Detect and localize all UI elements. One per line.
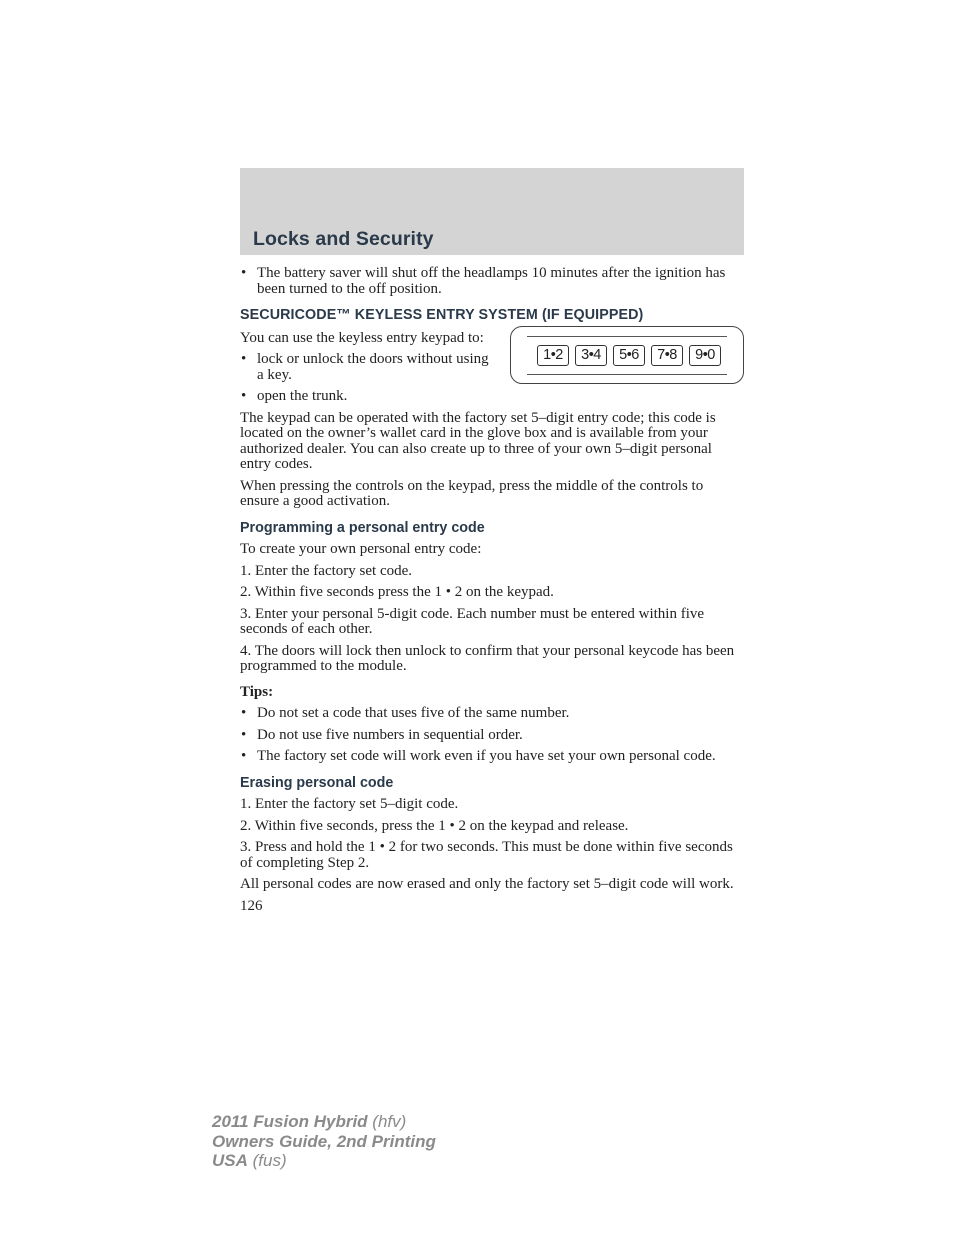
programming-lead: To create your own personal entry code:	[240, 541, 482, 557]
page-number: 126	[240, 897, 263, 914]
list-item: • Do not use five numbers in sequential order.	[240, 728, 744, 744]
programming-step: 2. Within five seconds press the 1 • 2 on the keypad.	[240, 584, 554, 600]
keypad-key-5-6: 5•6	[613, 345, 645, 366]
erasing-step: 2. Within five seconds, press the 1 • 2 on the keypad and release.	[240, 817, 629, 834]
intro-bullet-list	[240, 266, 744, 297]
securicode-heading: SECURICODE™ KEYLESS ENTRY SYSTEM (IF EQUIPPED)	[240, 307, 644, 323]
keypad-factory-code-paragraph: The keypad can be operated with the factory set 5–digit entry code; this code is located on the owner’s wallet card in the glove box and is available from your authorized dealer. You can also create up to three of your own 5–digit personal entry codes.	[240, 409, 716, 472]
erasing-step: 1. Enter the factory set 5–digit code.	[240, 796, 459, 812]
keypad-intro	[240, 331, 744, 405]
keypad-press-paragraph: When pressing the controls on the keypad, press the middle of the controls to ensure a good activation.	[240, 477, 704, 509]
keypad-lead: You can use the keyless entry keypad to:	[240, 329, 484, 346]
page-content	[240, 266, 744, 914]
programming-heading: Programming a personal entry code	[240, 519, 485, 536]
section-title: Locks and Security	[253, 228, 434, 250]
keypad-key-3-4: 3•4	[575, 345, 607, 366]
programming-step: 1. Enter the factory set code.	[240, 562, 413, 579]
list-item: • The battery saver will shut off the headlamps 10 minutes after the ignition has been turned to the off position.	[240, 266, 744, 297]
programming-step: 4. The doors will lock then unlock to confirm that your personal keycode has been programmed to the module.	[240, 642, 735, 674]
footer-model: 2011 Fusion Hybrid	[212, 1112, 368, 1131]
erasing-closing: All personal codes are now erased and only the factory set 5–digit code will work.	[240, 876, 734, 892]
list-item: • Do not set a code that uses five of the same number.	[240, 706, 744, 722]
section-header-band	[240, 168, 744, 255]
keypad-key-7-8: 7•8	[651, 345, 683, 366]
tips-label: Tips:	[240, 683, 274, 700]
erasing-heading: Erasing personal code	[240, 774, 394, 791]
list-item: • open the trunk.	[240, 389, 490, 405]
list-item: • The factory set code will work even if you have set your own personal code.	[240, 749, 744, 765]
footer	[212, 1112, 436, 1171]
keypad-illustration	[510, 326, 744, 384]
tips-list	[240, 706, 744, 765]
programming-step: 3. Enter your personal 5-digit code. Each number must be entered within five seconds of each other.	[240, 605, 705, 637]
footer-model-code: (hfv)	[367, 1112, 407, 1131]
keypad-trim-top	[527, 336, 727, 337]
keypad-key-9-0: 9•0	[689, 345, 721, 366]
keypad-uses-list	[240, 352, 490, 405]
erasing-step: 3. Press and hold the 1 • 2 for two seconds. This must be done within five seconds of completing Step 2.	[240, 839, 733, 871]
keypad-keys	[537, 345, 721, 366]
footer-line	[212, 1112, 436, 1132]
footer-line	[212, 1151, 436, 1171]
footer-market-code: (fus)	[247, 1151, 287, 1170]
footer-edition: Owners Guide, 2nd Printing	[212, 1131, 436, 1151]
keypad-key-1-2: 1•2	[537, 345, 569, 366]
keypad-trim-bottom	[527, 374, 727, 375]
footer-market: USA	[212, 1151, 248, 1170]
keypad-intro-text	[240, 331, 490, 405]
footer-line	[212, 1132, 436, 1152]
list-item: • lock or unlock the doors without using a key.	[240, 352, 490, 383]
